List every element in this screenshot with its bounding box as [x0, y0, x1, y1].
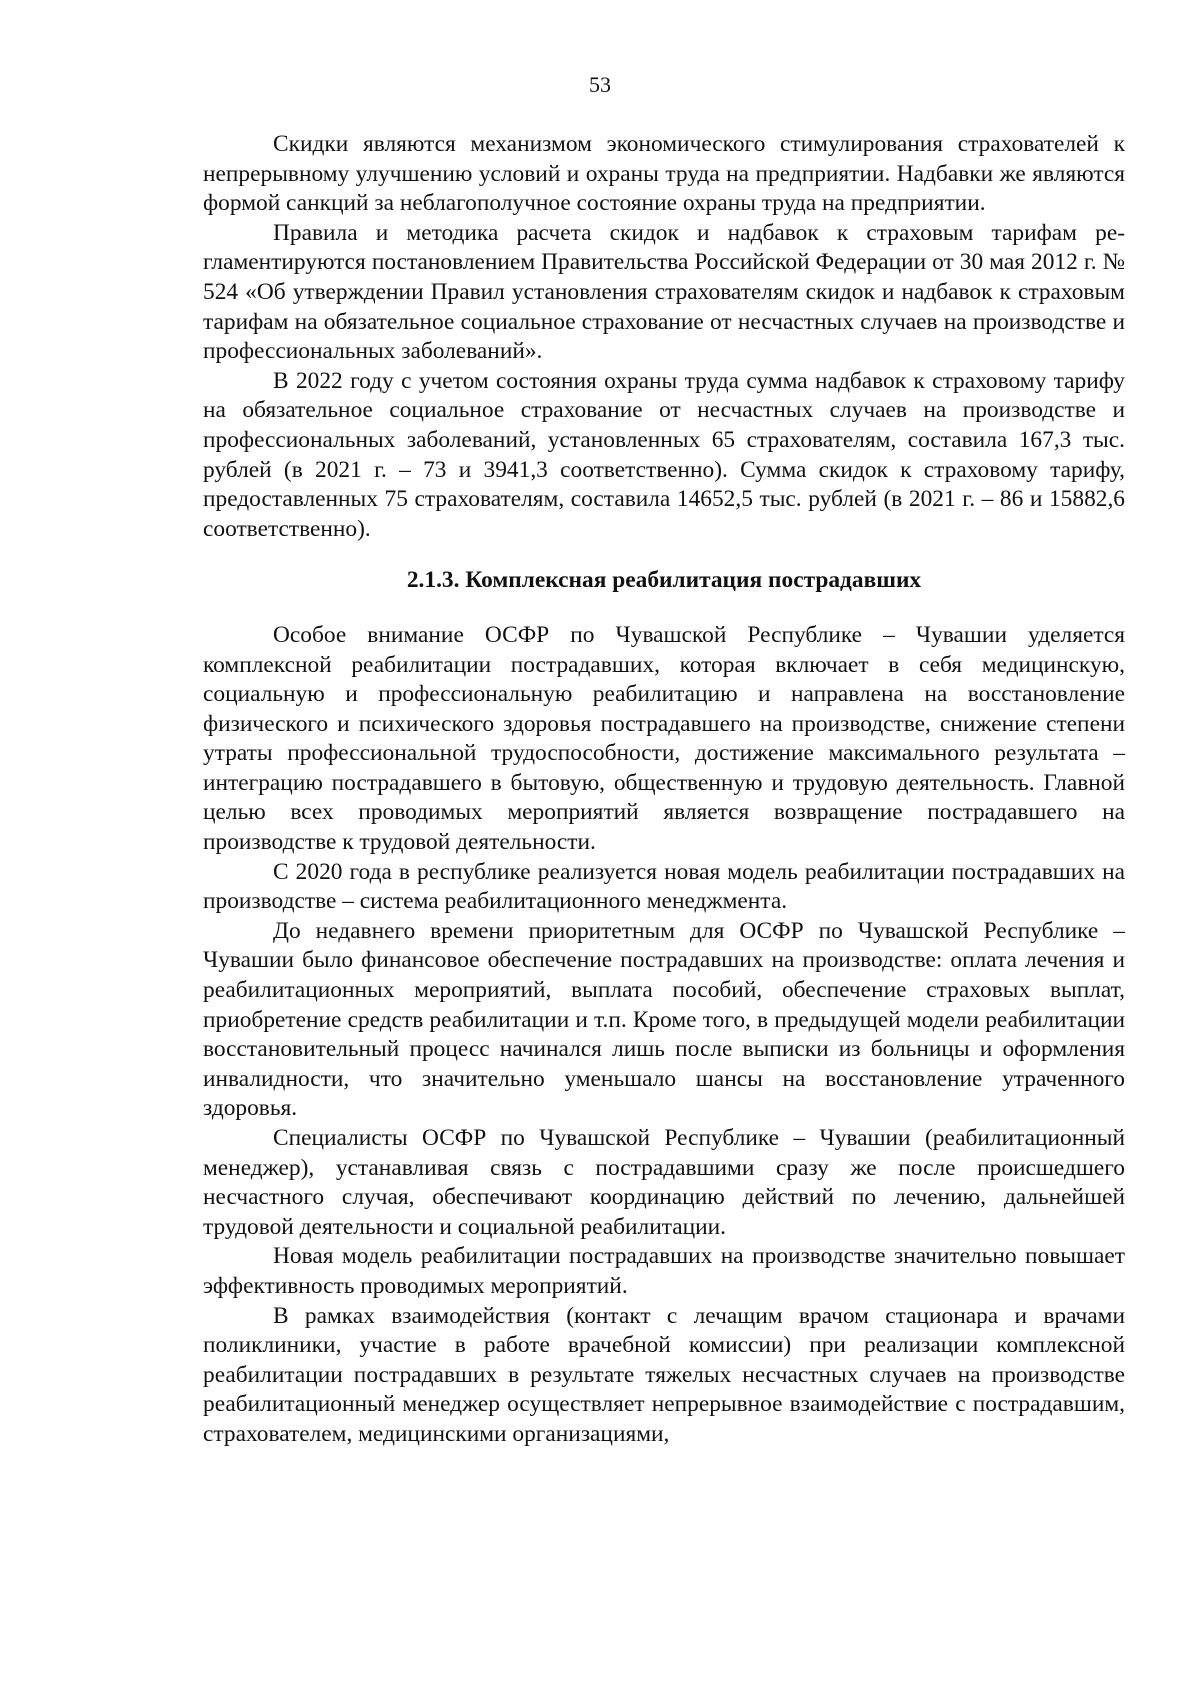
paragraph-efficiency: Новая модель реабилитации пострадавших на производстве значительно повышает эффективность проводимых мероприятий.	[203, 1243, 1125, 1299]
paragraph-interaction: В рамках взаимодействия (контакт с лечащим врачом стационара и врачами поликлиники, участие в работе врачебной комиссии) при реализации комплексной реабилитации пострадавших в результате тяжелых несчастных случаев на производстве реабилитационный менеджер осуществляет непрерывное взаимодействие с пострадавшим, страхователем, медицинскими организациями,	[203, 1302, 1125, 1447]
paragraph-rules-and-methodology: Правила и методика расчета скидок и надбавок к страховым тарифам регламентируются постановлением Правительства Российской Федерации от 30 мая 2012 г. № 524 «Об утверждении Правил установления страхователям скидок и надбавок к страховым тарифам на обязательное социальное страхование от несчастных случаев на производстве и профессиональных заболеваний».	[203, 219, 1125, 365]
paragraph-specialists: Специалисты ОСФР по Чувашской Республике – Чувашии (реабилитационный менеджер), устанавливая связь с пострадавшими сразу же после происшедшего несчастного случая, обеспечивают координацию действий по лечению, дальнейшей трудовой деятельности и социальной реабилитации.	[203, 1125, 1125, 1240]
paragraph-special-attention: Особое внимание ОСФР по Чувашской Республике – Чувашии уделяется комплексной реабилитации пострадавших, которая включает в себя медицинскую, социальную и профессиональную реабилитацию и направлена на восстановление физического и психического здоровья пострадавшего на производстве, снижение степени утраты профессиональной трудоспособности, достижение максимального результата – интеграцию пострадавшего в бытовую, общественную и трудовую деятельность. Главной целью всех проводимых мероприятий является возвращение пострадавшего на производстве к трудовой деятельности.	[203, 621, 1125, 856]
paragraph-discounts-definition: Скидки являются механизмом экономического стимулирования страхователей к непрерывному улучшению условий и охраны труда на предприятии. Надбавки же являются формой санкций за неблагополучное состояние охраны труда на предприятии.	[203, 131, 1125, 217]
page-content	[203, 130, 1125, 1450]
section-heading-rehabilitation: 2.1.3. Комплексная реабилитация пострадавших	[406, 567, 922, 594]
paragraph-previous-priority: До недавнего времени приоритетным для ОСФР по Чувашской Республике – Чувашии было финансовое обеспечение пострадавших на производстве: оплата лечения и реабилитационных мероприятий, выплата пособий, обеспечение страховых выплат, приобретение средств реабилитации и т.п. Кроме того, в предыдущей модели реабилитации восстановительный процесс начинался лишь после выписки из больницы и оформления инвалидности, что значительно уменьшало шансы на восстановление утраченного здоровья.	[203, 917, 1125, 1122]
paragraph-new-model-2020: С 2020 года в республике реализуется новая модель реабилитации пострадавших на производстве – система реабилитационного менеджмента.	[203, 858, 1125, 915]
paragraph-2022-statistics: В 2022 году с учетом состояния охраны труда сумма надбавок к страховому тарифу на обязательное социальное страхование от несчастных случаев на производстве и профессиональных заболеваний, установленных 65 страхователям, составила 167,3 тыс. рублей (в 2021 г. – 73 и 3941,3 соответственно). Сумма скидок к страховому тарифу, предоставленных 75 страхователям, составила 14652,5 тыс. рублей (в 2021 г. – 86 и 15882,6 соответственно).	[203, 367, 1125, 542]
page-number: 53	[589, 72, 611, 97]
